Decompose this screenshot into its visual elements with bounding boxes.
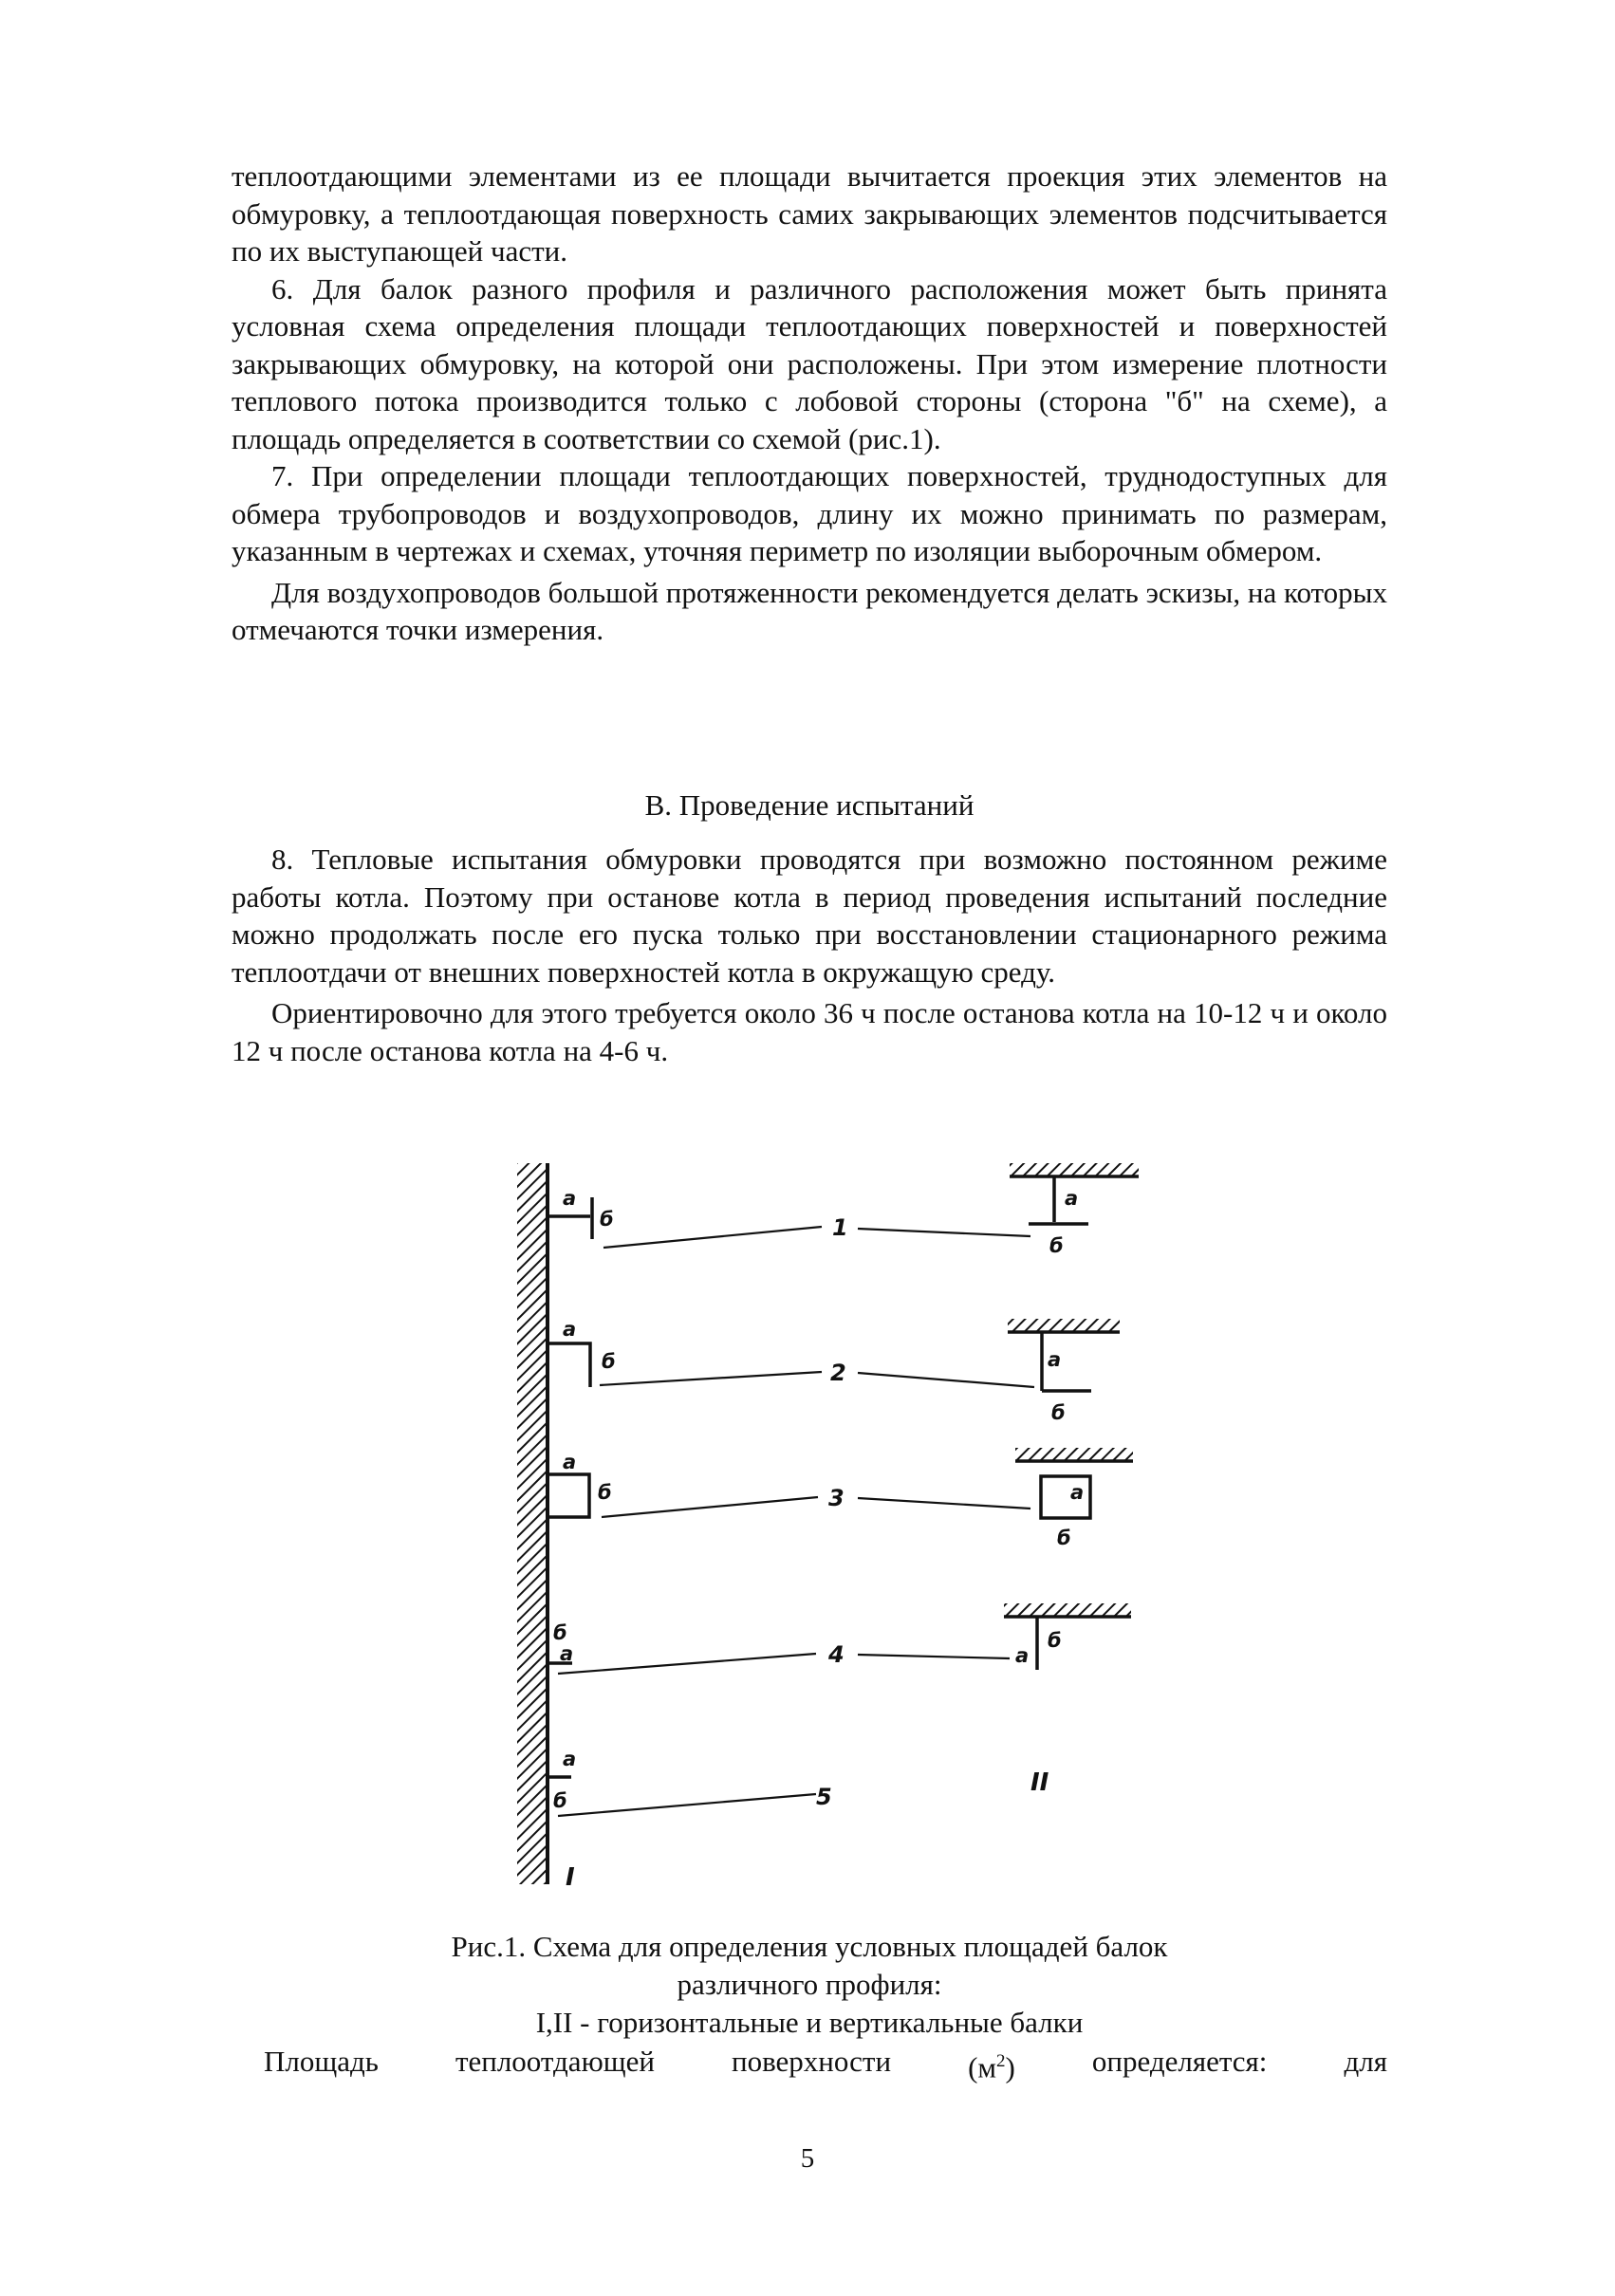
unit [968,2043,1015,2086]
left-wall [517,1163,548,1884]
label-b: б [1057,1527,1071,1549]
paragraph-ducts: Для воздухопроводов большой протяженности рекомендуется делать эскизы, на которых отмечаются точки измерения. [232,575,1388,646]
unit-prefix: (м [968,2050,997,2084]
unit-suffix: ) [1005,2050,1015,2084]
leader-lines [558,1227,1034,1816]
label-a: а [563,1748,577,1770]
paragraph-estimate: Ориентировочно для этого требуется около 36 ч после останова котла на 10-12 ч и около 12 ч после останова котла на 4-6 ч. [232,996,1387,1067]
right-profile-2 [1008,1319,1120,1391]
label-a: а [563,1187,577,1210]
paragraph-8: 8. Тепловые испытания обмуровки проводятся при возможно постоянном режиме работы котла. Поэтому при останове котла в период проведения испытаний последние можно продолжать после его пуска только при восстановлении стационарного режима теплоотдачи от внешних поверхностей котла в окружащую среду. [232,842,1387,989]
area-sentence-line [264,2043,1387,2086]
label-b: б [553,1621,567,1644]
unit-superscript: 2 [996,2051,1006,2071]
row-number-3: 3 [828,1485,845,1511]
left-profile-2 [548,1343,590,1387]
label-a: а [560,1642,574,1665]
label-a: а [1015,1644,1030,1667]
label-a: а [563,1451,577,1473]
group-label-II: II [1030,1768,1049,1797]
row-number-4: 4 [828,1641,845,1668]
label-a: а [1070,1481,1085,1504]
paragraph-1: теплоотдающими элементами из ее площади вычитается проекция этих элементов на обмуровку, а теплоотдающая поверхность самих закрывающих элементов подсчитывается по их выступающей части. [232,159,1387,268]
label-b: б [553,1789,567,1812]
label-b: б [600,1208,614,1231]
caption-line-2: I,II - горизонтальные и вертикальные балки [535,2006,1084,2039]
figure-caption [232,1928,1387,2042]
left-profile-3 [548,1474,589,1517]
group-label-I: I [566,1863,575,1892]
row-number-1: 1 [832,1214,848,1241]
label-a: а [563,1318,577,1341]
right-labels [1015,1187,1084,1667]
caption-line-1: Рис.1. Схема для определения условных площадей балок различного профиля: [451,1930,1168,2001]
label-b: б [1049,1234,1064,1257]
word: для [1344,2045,1387,2078]
word: определяется: [1091,2045,1268,2078]
word: поверхности [731,2045,892,2078]
row-numbers [816,1214,848,1810]
row-number-2: 2 [830,1360,846,1386]
paragraph-6: 6. Для балок разного профиля и различного расположения может быть принята условная схема определения площади теплоотдающих поверхностей и поверхностей закрывающих обмуровку, на которой они расположены. При этом измерение плотности теплового потока производится только с лобовой стороны (сторона "б" на схеме), а площадь определяется в соответствии со схемой (рис.1). [232,271,1387,455]
word: теплоотдающей [455,2045,655,2078]
left-labels [553,1187,616,1812]
row-number-5: 5 [816,1784,832,1810]
label-b: б [602,1350,616,1373]
label-b: б [598,1481,612,1504]
label-b: б [1048,1629,1062,1652]
label-b: б [1051,1401,1066,1424]
page-number: 5 [800,2143,815,2174]
label-a: а [1065,1187,1079,1210]
word: Площадь [264,2045,379,2078]
label-a: а [1048,1348,1062,1371]
section-heading: В. Проведение испытаний [644,788,975,822]
paragraph-7: 7. При определении площади теплоотдающих поверхностей, труднодоступных для обмера трубопроводов и воздухопроводов, длину их можно принимать по размерам, указанным в чертежах и схемах, уточняя периметр по изоляции выборочным обмером. [232,459,1387,567]
